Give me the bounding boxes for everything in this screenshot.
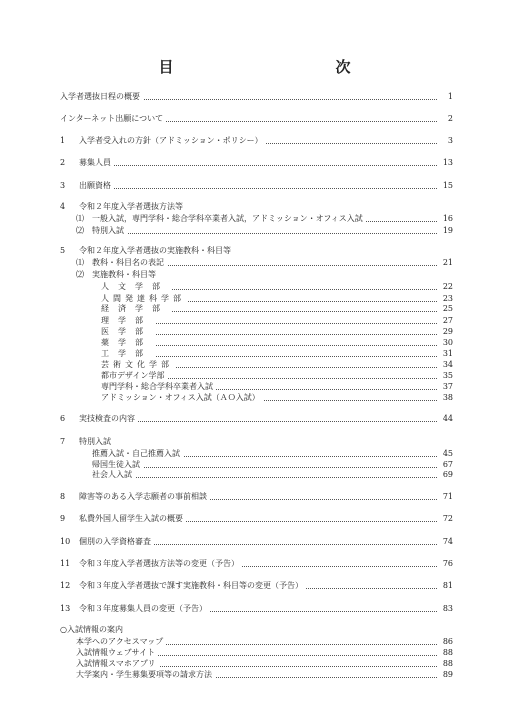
toc-entry: [0, 135, 509, 146]
toc-entry-number: 3: [60, 181, 66, 190]
toc-entry: [0, 491, 509, 502]
dot-leader: [92, 222, 453, 234]
toc-entry-page: 45: [437, 448, 453, 459]
toc-entry-label: 薬学部: [101, 337, 155, 348]
toc-entry: [0, 558, 509, 569]
toc-entry-number: 1: [60, 136, 66, 145]
toc-entry-page: 1: [437, 91, 453, 102]
toc-entry: [0, 91, 509, 102]
toc-entry-label: 推薦入試・自己推薦入試: [92, 448, 183, 459]
toc-entry-label: 募集人員: [79, 157, 114, 168]
toc-entry-page: 15: [437, 180, 453, 191]
toc-entry: [0, 392, 509, 403]
toc-entry-page: 27: [437, 315, 453, 326]
toc-entry-page: 89: [437, 669, 453, 680]
toc-entry-label: 本学へのアクセスマップ: [76, 636, 166, 647]
toc-entry-label: 大学案内・学生募集要項等の請求方法: [76, 669, 215, 680]
toc-entry: [0, 603, 509, 614]
toc-entry: [0, 257, 509, 268]
toc-entry-number: 13: [60, 604, 71, 613]
toc-entry-label: 個別の入学資格審査: [79, 536, 154, 547]
toc-entry-label: 理学部: [101, 315, 155, 326]
dot-leader: [79, 177, 453, 189]
toc-entry-label: 特別入試: [79, 436, 114, 447]
toc-entry-label: 人間発達科学部: [101, 293, 188, 304]
toc-entry-page: 16: [437, 213, 453, 224]
toc-entry-label: 出願資格: [79, 180, 114, 191]
toc-entry: [0, 113, 509, 124]
toc-entry-number: 9: [60, 514, 66, 523]
toc-entry-page: 76: [437, 558, 453, 569]
toc-entry-page: 88: [437, 658, 453, 669]
toc-entry-page: 44: [437, 413, 453, 424]
toc-entry-label: 入試情報スマホアプリ: [76, 658, 159, 669]
toc-entry-number: ⑴: [76, 258, 84, 267]
toc-entry-page: 3: [437, 135, 453, 146]
toc-entry-page: 21: [437, 257, 453, 268]
toc-entry-label: 令和２年度入学者選抜方法等: [79, 201, 186, 212]
toc-entry-label: 令和３年度入学者選抜方法等の変更（予告）: [79, 558, 242, 569]
toc-entry-label: 医学部: [101, 326, 155, 337]
toc-entry-page: 25: [437, 303, 453, 314]
toc-entry-label: 令和３年度募集人員の変更（予告）: [79, 603, 210, 614]
toc-entry: [0, 513, 509, 524]
toc-entry-page: 29: [437, 326, 453, 337]
toc-entry-label: 入学者受入れの方針（アドミッション・ポリシー）: [79, 135, 266, 146]
toc-entry-page: 38: [437, 392, 453, 403]
dot-leader: [92, 466, 453, 478]
toc-entry-page: 37: [437, 381, 453, 392]
toc-entry: [0, 536, 509, 547]
toc-entry-label: 入学者選抜日程の概要: [60, 91, 143, 102]
toc-entry-label: 実技検査の内容: [79, 413, 138, 424]
toc-entry-page: 86: [437, 636, 453, 647]
toc-entry-page: 88: [437, 647, 453, 658]
toc-entry-number: 8: [60, 492, 66, 501]
toc-entry-label: 入試情報ウェブサイト: [76, 647, 158, 658]
toc-entry-number: 7: [60, 437, 66, 446]
toc-entry-number: 6: [60, 414, 66, 423]
toc-entry-page: 74: [437, 536, 453, 547]
toc-entry-number: 2: [60, 158, 66, 167]
toc-entry-label: 帰国生徒入試: [92, 459, 143, 470]
toc-entry-label: 経済学部: [101, 303, 172, 314]
toc-entry-page: 2: [437, 113, 453, 124]
toc-entry-page: 83: [437, 603, 453, 614]
toc-entry-page: 35: [437, 370, 453, 381]
toc-entry-number: ⑵: [76, 270, 84, 279]
toc-entry-number: 4: [60, 202, 66, 211]
toc-entry-number: ⑵: [76, 226, 84, 235]
dot-leader: [79, 154, 453, 166]
toc-entry-label: インターネット出願について: [60, 113, 166, 124]
toc-entry: [0, 225, 509, 236]
toc-entry-number: 12: [60, 581, 71, 590]
toc-entry-number: 10: [60, 537, 71, 546]
toc-entry: [0, 580, 509, 591]
toc-entry-page: 19: [437, 225, 453, 236]
toc-entry-page: 34: [437, 359, 453, 370]
toc-entry-page: 23: [437, 293, 453, 304]
toc-entry-page: 30: [437, 337, 453, 348]
toc-entry-number: 5: [60, 246, 66, 255]
toc-entry-label: 芸術文化学部: [101, 359, 176, 370]
toc-entry-label: 工学部: [101, 348, 155, 359]
toc-entry-label: 一般入試，専門学科・総合学科卒業者入試，アドミッション・オフィス入試: [92, 213, 366, 224]
toc-entry: [0, 413, 509, 424]
toc-entry-label: 社会人入試: [92, 469, 135, 480]
toc-entry-label: ○入試情報の案内: [60, 624, 126, 635]
page-title: 目 次: [158, 58, 395, 76]
toc-entry-page: 72: [437, 513, 453, 524]
toc-entry: [0, 469, 509, 480]
toc-entry-page: 71: [437, 491, 453, 502]
toc-entry-label: 令和２年度入学者選抜の実施教科・科目等: [79, 245, 234, 256]
toc-entry-label: 特別入試: [92, 225, 127, 236]
toc-entry-page: 69: [437, 469, 453, 480]
toc-entry-page: 31: [437, 348, 453, 359]
toc-entry-number: ⑴: [76, 214, 84, 223]
toc-entry-label: アドミッション・オフィス入試（ＡＯ入試）: [101, 392, 263, 403]
toc-entry-number: 11: [60, 559, 71, 568]
toc-entry-label: 令和３年度入学者選抜で課す実施教科・科目等の変更（予告）: [79, 580, 306, 591]
toc-entry-label: 私費外国人留学生入試の概要: [79, 513, 186, 524]
toc-entry-label: 専門学科・総合学科卒業者入試: [101, 381, 216, 392]
toc-entry-page: 67: [437, 459, 453, 470]
toc-entry-label: 都市デザイン学部: [101, 370, 167, 381]
toc-entry-page: 13: [437, 157, 453, 168]
toc-entry-label: 人文学部: [101, 281, 172, 292]
toc-entry-page: 22: [437, 281, 453, 292]
toc-entry: [0, 669, 509, 680]
toc-entry-page: 81: [437, 580, 453, 591]
toc-entry-label: 実施教科・科目等: [92, 269, 159, 280]
toc-entry: [0, 157, 509, 168]
toc-entry-label: 教科・科目名の表記: [92, 257, 167, 268]
toc-entry: [0, 180, 509, 191]
toc-entry-label: 障害等のある入学志願者の事前相談: [79, 491, 210, 502]
